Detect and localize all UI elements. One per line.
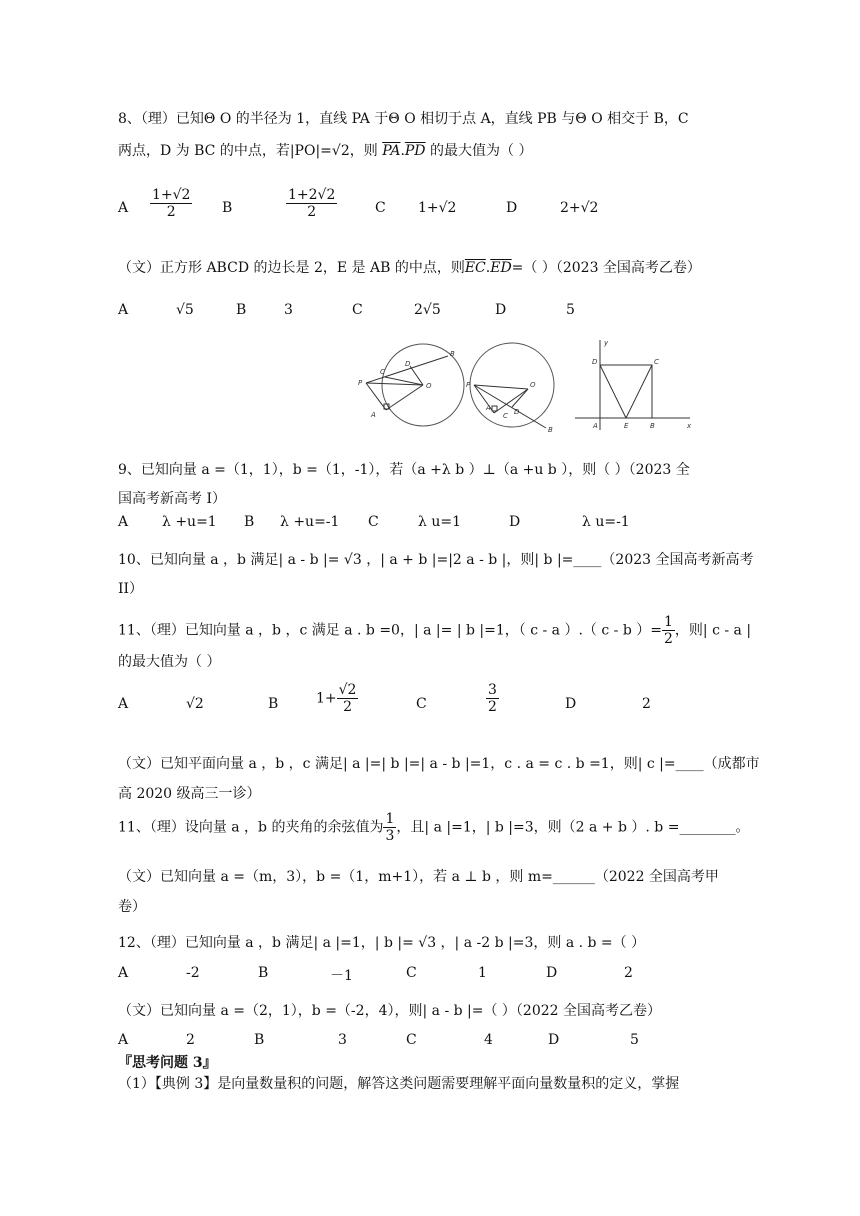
figures xyxy=(355,338,700,438)
q11w-line2: 高 2020 级高三一诊） xyxy=(118,786,261,802)
q8-opt-b-letter: B xyxy=(222,200,233,216)
fig2-label-p: P xyxy=(466,381,471,389)
fig1-label-d: D xyxy=(405,360,411,368)
q8w-opt-b-value: 3 xyxy=(284,302,293,318)
q11b-pre: 11、（理）设向量 a ，b 的夹角的余弦值为 xyxy=(118,819,384,836)
fig3-label-x: x xyxy=(687,422,692,430)
figure-3-square xyxy=(575,339,692,430)
vector-pa: $\overline{PA}$ xyxy=(382,143,401,159)
fig3-label-d: D xyxy=(592,358,598,366)
q9-opt-c-value: λ u=1 xyxy=(418,514,461,530)
q11-opt-b-value: 1+ $\frac{√2}{2}$ xyxy=(316,682,357,716)
q8w-pre: （文）正方形 ABCD 的边长是 2，E 是 AB 的中点，则 xyxy=(118,260,465,276)
q8w-opt-d-value: 5 xyxy=(566,302,575,318)
q12-opt-a-letter: A xyxy=(118,965,129,981)
q11-opt-c-letter: C xyxy=(416,696,427,712)
q8w-post: =（ ）（2023 全国高考乙卷） xyxy=(511,260,701,276)
q11-opt-d-letter: D xyxy=(565,696,577,712)
vector-ed: $\overline{ED}$ xyxy=(490,260,512,276)
fig3-label-c: C xyxy=(654,358,659,366)
q8-opt-d-letter: D xyxy=(506,200,518,216)
figure-1-circle-tangent xyxy=(358,344,464,426)
q11-line2: 的最大值为（ ） xyxy=(118,654,221,670)
q11-line1 xyxy=(118,614,751,647)
q8-opt-a-value: $\frac{1+√2}{2}$ xyxy=(152,187,191,221)
q11b-post: ，且| a |=1，| b |=3，则（2 a + b ）. b =________。 xyxy=(396,819,750,836)
fig1-label-o: O xyxy=(426,382,432,390)
fig2-label-c: C xyxy=(503,412,508,420)
q10-line2: II） xyxy=(118,581,144,597)
q9-opt-b-letter: B xyxy=(244,514,255,530)
q11bw-line1: （文）已知向量 a =（m，3），b =（1，m+1），若 a ⊥ b ，则 m=______（2022 全国高考甲 xyxy=(118,869,719,885)
think-heading: 『思考问题 3』 xyxy=(118,1055,217,1071)
q12w-opt-d-value: 5 xyxy=(630,1032,639,1048)
q8-sqrt2: √2 xyxy=(331,143,350,159)
q8-line2-mid: ，则 xyxy=(349,143,378,159)
q8w-opt-a-value: √5 xyxy=(176,302,194,318)
fig1-label-b: B xyxy=(450,350,455,358)
q12w-opt-d-letter: D xyxy=(548,1032,560,1048)
think-line1: （1）【典例 3】是向量数量积的问题，解答这类问题需要理解平面向量数量积的定义，掌握 xyxy=(118,1076,680,1092)
q8w-line xyxy=(118,257,701,277)
q12w-opt-b-value: 3 xyxy=(338,1032,347,1048)
vector-pd: $\overline{PD}$ xyxy=(404,143,426,159)
fig3-label-e: E xyxy=(624,422,629,430)
q8-dot: . xyxy=(400,143,405,159)
q12-opt-c-letter: C xyxy=(406,965,417,981)
q12w-opt-c-value: 4 xyxy=(484,1032,493,1048)
q12-opt-c-value: 1 xyxy=(478,965,487,981)
fig2-label-b: B xyxy=(548,426,553,434)
q11b-frac: $\frac{1}{3}$ xyxy=(385,811,395,845)
q12-opt-a-value: -2 xyxy=(186,965,200,981)
fig1-label-a: A xyxy=(371,411,376,419)
fig1-label-c: C xyxy=(380,368,385,376)
q11-opt-c-value: $\frac{3}{2}$ xyxy=(488,682,497,716)
q8-opt-c-letter: C xyxy=(375,200,386,216)
q9-opt-d-value: λ u=-1 xyxy=(582,514,630,530)
q8w-opt-c-value: 2√5 xyxy=(414,302,441,318)
q8-opt-d-value: 2+√2 xyxy=(560,200,599,216)
q12w-opt-a-letter: A xyxy=(118,1032,129,1048)
q11-line1-post: ，则| c - a | xyxy=(674,622,752,639)
q12-opt-d-value: 2 xyxy=(624,965,633,981)
q8w-opt-a-letter: A xyxy=(118,302,129,318)
fig3-label-b: B xyxy=(650,422,655,430)
q12w-opt-a-value: 2 xyxy=(186,1032,195,1048)
fig2-label-d: D xyxy=(514,408,520,416)
q11w-line1: （文）已知平面向量 a ，b ，c 满足| a |=| b |=| a - b |=1，c . a = c . b =1，则| c |=____（成都市 xyxy=(118,756,760,772)
fig3-label-a: A xyxy=(593,422,598,430)
q8-opt-a-letter: A xyxy=(118,200,129,216)
q8-line2-pre: 两点，D 为 BC 的中点，若|PO|= xyxy=(118,143,332,159)
q12-opt-d-letter: D xyxy=(546,965,558,981)
q11-opt-a-letter: A xyxy=(118,696,129,712)
q12w-line1: （文）已知向量 a =（2，1），b =（-2，4），则| a - b |=（ ）（2022 全国高考乙卷） xyxy=(118,1003,662,1019)
q12w-opt-c-letter: C xyxy=(406,1032,417,1048)
q8-opt-c-value: 1+√2 xyxy=(418,200,457,216)
figure-2-circle-secant xyxy=(466,343,554,434)
q11-line1-pre: 11、（理）已知向量 a ，b ，c 满足 a . b =0，| a |= | b |=1，（ c - a ）.（ c - b ）= xyxy=(118,622,662,639)
q12-opt-b-value: －1 xyxy=(330,968,353,984)
q12-opt-b-letter: B xyxy=(258,965,269,981)
q8-line1: 8、（理）已知Θ O 的半径为 1，直线 PA 于Θ O 相切于点 A，直线 PB 与Θ O 相交于 B，C xyxy=(118,111,689,127)
q11bw-line2: 卷） xyxy=(118,899,146,915)
fig3-label-y: y xyxy=(604,339,609,347)
q10-line1: 10、已知向量 a ，b 满足| a - b |= √3 ，| a + b |=|2 a - b |，则| b |=____（2023 全国高考新高考 xyxy=(118,552,754,568)
q8w-dot: . xyxy=(485,260,491,276)
q8w-opt-d-letter: D xyxy=(495,302,507,318)
q8w-opt-c-letter: C xyxy=(352,302,363,318)
q12-line1: 12、（理）已知向量 a ，b 满足| a |=1，| b |= √3 ，| a -2 b |=3，则 a . b =（ ） xyxy=(118,935,646,951)
q8-line2 xyxy=(118,140,532,160)
q12w-opt-b-letter: B xyxy=(254,1032,265,1048)
q11-opt-d-value: 2 xyxy=(642,696,651,712)
q9-opt-a-value: λ +u=1 xyxy=(162,514,217,530)
q11-opt-b-letter: B xyxy=(268,696,279,712)
q8-opt-b-value: $\frac{1+2√2}{2}$ xyxy=(288,187,336,221)
q11-frac: $\frac{1}{2}$ xyxy=(664,614,673,648)
fig2-label-a: A xyxy=(486,404,491,412)
q9-opt-a-letter: A xyxy=(118,514,129,530)
fig2-label-o: O xyxy=(530,381,536,389)
q8w-opt-b-letter: B xyxy=(236,302,247,318)
q11-opt-a-value: √2 xyxy=(186,696,204,712)
q9-line2: 国高考新高考 I） xyxy=(118,491,226,507)
q9-opt-c-letter: C xyxy=(368,514,379,530)
vector-ec: $\overline{EC}$ xyxy=(464,260,486,276)
q11b-line xyxy=(118,811,749,844)
q9-line1: 9、已知向量 a =（1，1），b =（1，-1），若（a +λ b ）⊥（a +u b ），则（ ）（2023 全 xyxy=(118,462,690,478)
q8-line2-post: 的最大值为（ ） xyxy=(430,143,533,159)
fig1-label-p: P xyxy=(358,379,363,387)
q9-opt-d-letter: D xyxy=(509,514,521,530)
q9-opt-b-value: λ +u=-1 xyxy=(280,514,340,530)
